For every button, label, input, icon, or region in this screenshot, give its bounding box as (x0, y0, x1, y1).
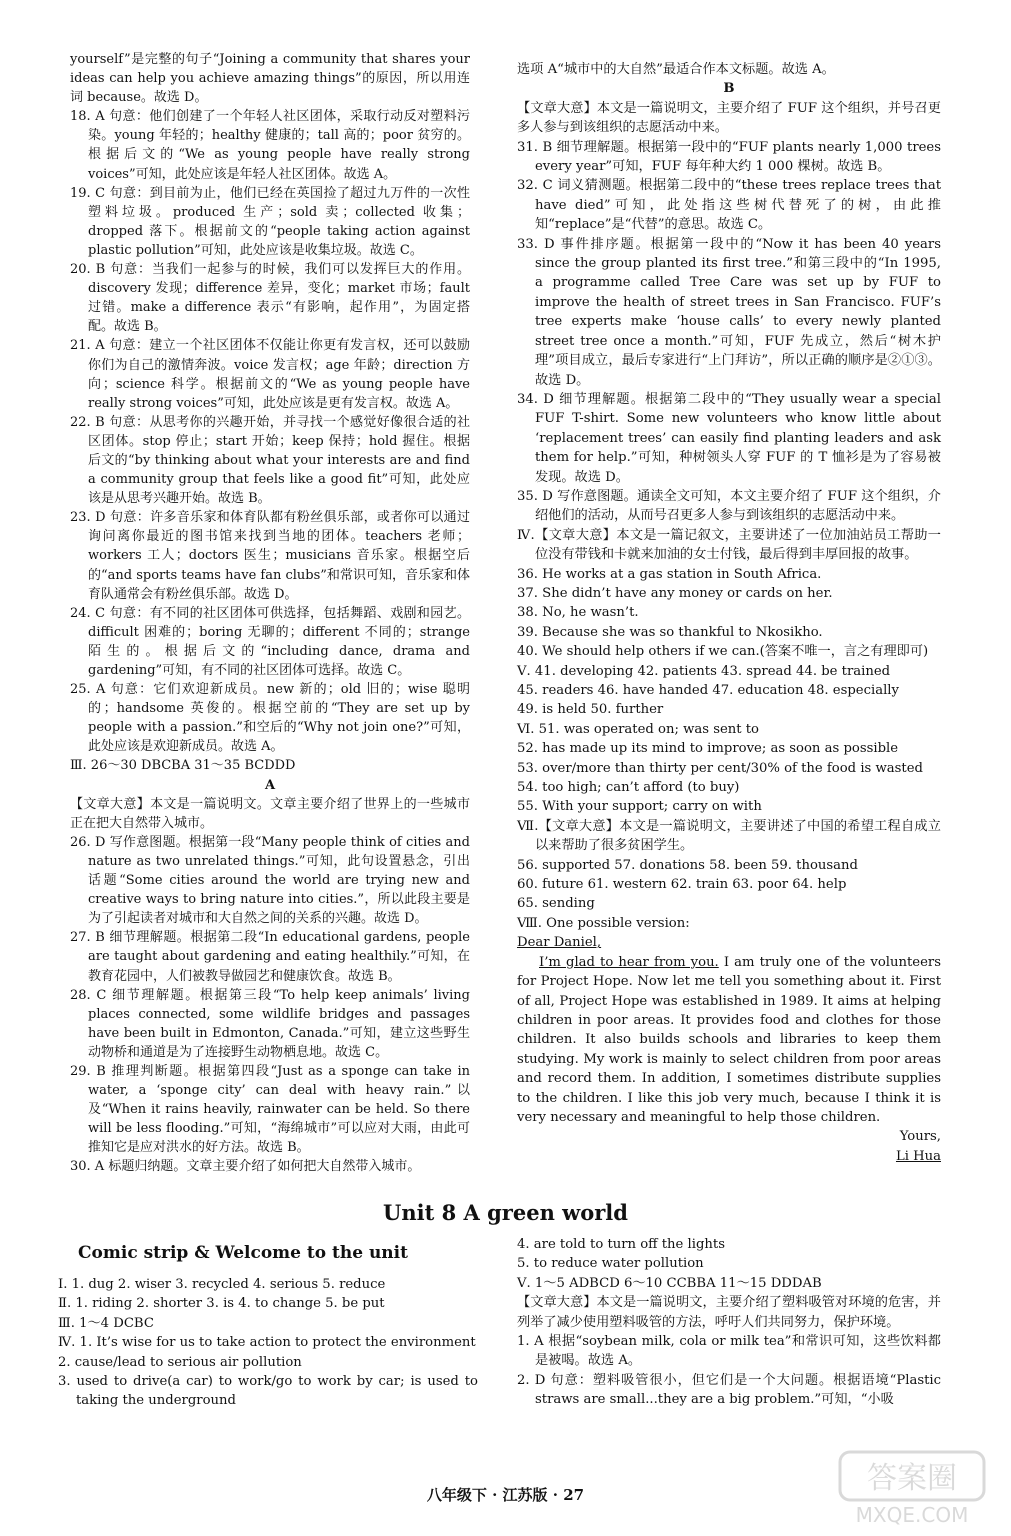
unit8-left-item: Ⅰ. 1. dug 2. wiser 3. recycled 4. serious 5. reduce (58, 1277, 386, 1292)
right-item: 34. D 细节理解题。根据第二段中的“They usually wear a special FUF T-shirt. Some new volunteers who know little about ‘replacement trees’ can easily find planting leaders and ask them for help.”可知，种树领头人穿 FUF 的 T 恤衫是为了容易被发现。故选 D。 (517, 391, 941, 485)
unit8-right-item: 2. D 句意：塑料吸管很小，但它们是一个大问题。根据语境“Plastic straws are small...they are a big problem.”可知，“小吸 (517, 1372, 941, 1408)
unit8-right-item: 1. A 根据“soybean milk, cola or milk tea”和常识可知，这些饮料都是被喝。故选 A。 (517, 1334, 941, 1369)
right-item: 40. We should help others if we can.(答案不唯一，言之有理即可) (517, 644, 929, 660)
right-item: B (723, 81, 735, 97)
letter (517, 933, 941, 1166)
letter-body-text: I am truly one of the volunteers for Project Hope. Now let me tell you something about it. First of all, Project Hope was established in 1989. It aims at helping children in poor areas. It provides food and clothes for those children. It also builds schools and libraries to keep them studying. My work is mainly to select children from poor areas and record them. In addition, I sometimes distribute supplies to the children. I like this job very much, because I think it is very necessary and meaningful to help those children. (517, 954, 941, 1125)
left-item: Ⅲ. 26～30 DBCBA 31～35 BCDDD (70, 758, 296, 774)
left-item: 20. B 句意：当我们一起参与的时候，我们可以发挥巨大的作用。discovery 发现；difference 差异，变化；market 市场；fault 过错。make a difference 表示“有影响，起作用”，为固定搭配。故选 B。 (70, 262, 470, 335)
left-item: 18. A 句意：他们创建了一个年轻人社区团体，采取行动反对塑料污染。young 年轻的；healthy 健康的；tall 高的；poor 贫穷的。根据后文的“We as young people have really strong voices”可知，此处应该是年轻人社区团体。故选 A。 (70, 109, 470, 182)
left-item: A (264, 777, 276, 793)
section-title: Comic strip & Welcome to the unit (78, 1243, 408, 1263)
left-item: 19. C 句意：到目前为止，他们已经在英国捡了超过九万件的一次性塑料垃圾。produced 生产；sold 卖；collected 收集；dropped 落下。根据前文的“people taking action against plastic pollution”可知，此处应该是收集垃圾。故选 C。 (70, 185, 470, 258)
left-item: 【文章大意】本文是一篇说明文。文章主要介绍了世界上的一些城市正在把大自然带入城市。 (70, 796, 470, 831)
right-item: 33. D 事件排序题。根据第一段中的“Now it has been 40 years since the group planted its first tree.”和第三段中的“In 1995, a programme called Tree Care was set up by FUF to improve the health of street trees in San Francisco. FUF’s tree experts make ‘house calls’ to every newly planted street tree once a month.”可知，FUF 先成立，然后“树木护理”项目成立，最后专家进行“上门拜访”，所以正确的顺序是②①③。故选 D。 (517, 236, 941, 388)
bottom-left-column (58, 1275, 478, 1411)
right-item: 38. No, he wasn’t. (517, 605, 639, 621)
unit8-left-item: Ⅲ. 1～4 DCBC (58, 1315, 154, 1331)
left-item: 23. D 句意：许多音乐家和体育队都有粉丝俱乐部，或者你可以通过询问离你最近的图书馆来找到当地的团体。teachers 老师；workers 工人；doctors 医生；musicians 音乐家。根据空后的“and sports teams have fan clubs”和常识可知，音乐家和体育队通常会有粉丝俱乐部。故选 D。 (70, 510, 470, 602)
unit8-left-item: 3. used to drive(a car) to work/go to work by car; is used to taking the underground (58, 1374, 478, 1409)
unit8-right-item: 4. are told to turn off the lights (517, 1237, 725, 1252)
left-item: 24. C 句意：有不同的社区团体可供选择，包括舞蹈、戏剧和园艺。difficult 困难的；boring 无聊的；different 不同的；strange 陌生的。根据后文的“including dance, drama and gardening”可知，有不同的社区团体可选择。故选 C。 (70, 605, 470, 678)
right-item: Ⅴ. 41. developing 42. patients 43. spread 44. be trained (517, 663, 891, 679)
right-item: 39. Because she was so thankful to Nkosikho. (517, 624, 823, 640)
unit8-left-item: Ⅳ. 1. It’s wise for us to take action to protect the environment (58, 1335, 476, 1351)
left-item: 30. A 标题归纳题。文章主要介绍了如何把大自然带入城市。 (70, 1159, 421, 1175)
right-item: 选项 A“城市中的大自然”最适合作本文标题。故选 A。 (517, 62, 835, 77)
left-column (70, 50, 470, 1177)
right-item: 36. He works at a gas station in South Africa. (517, 566, 822, 582)
right-item: Ⅵ. 51. was operated on; was sent to (517, 721, 759, 737)
right-item: 【文章大意】本文是一篇说明文，主要介绍了 FUF 这个组织，并号召更多人参与到该组织的志愿活动中来。 (517, 100, 941, 136)
right-item: 60. future 61. western 62. train 63. poor 64. help (517, 877, 847, 893)
right-item: 31. B 细节理解题。根据第一段中的“FUF plants nearly 1,000 trees every year”可知，FUF 每年种大约 1 000 棵树。故选 B。 (517, 139, 941, 175)
right-item: 49. is held 50. further (517, 702, 664, 718)
right-items (517, 60, 941, 933)
letter-opening: I’m glad to hear from you. (539, 954, 719, 970)
right-item: Ⅳ.【文章大意】本文是一篇记叙文，主要讲述了一位加油站员工帮助一位没有带钱和卡就来加油的女士付钱，最后得到丰厚回报的故事。 (517, 527, 941, 563)
watermark-text: MXQE.COM (855, 1503, 969, 1527)
right-item: 37. She didn’t have any money or cards on her. (517, 585, 833, 601)
right-item: 35. D 写作意图题。通读全文可知，本文主要介绍了 FUF 这个组织，介绍他们的活动，从而号召更多人参与到该组织的志愿活动中来。 (517, 488, 941, 524)
right-item: 45. readers 46. have handed 47. education 48. especially (517, 683, 899, 698)
page-footer: 八年级下 · 江苏版 · 27 (426, 1486, 585, 1504)
right-item: 54. too high; can’t afford (to buy) (517, 780, 740, 796)
right-item: 55. With your support; carry on with (517, 799, 762, 815)
bottom-right-column (517, 1235, 941, 1410)
unit-title: Unit 8 A green world (383, 1200, 628, 1225)
right-item: 65. sending (517, 896, 595, 912)
left-item: yourself”是完整的句子“Joining a community that shares your ideas can help you achieve amazing things”的原因，所以用连词 because。故选 D。 (70, 52, 470, 106)
right-column (517, 60, 941, 1166)
left-item: 28. C 细节理解题。根据第三段“To help keep animals’ living places connected, some wildlife bridges and passages have been built in Edmonton, Canada.”可知，建立这些野生动物桥和通道是为了连接野生动物栖息地。故选 C。 (70, 987, 470, 1060)
left-item: 29. B 推理判断题。根据第四段“Just as a sponge can take in water, a ‘sponge city’ can deal with heavy rain.”以及“When it rains heavily, rainwater can be held. So there will be less flooding.”可知，“海绵城市”可以应对大雨，由此可推知它是应对洪水的好方法。故选 B。 (70, 1063, 470, 1156)
unit8-right-item: 【文章大意】本文是一篇说明文，主要介绍了塑料吸管对环境的危害，并列举了减少使用塑料吸管的方法，呼吁人们共同努力，保护环境。 (517, 1295, 941, 1330)
unit8-right-item: 5. to reduce water pollution (517, 1256, 704, 1272)
letter-closing: Yours, (899, 1129, 941, 1145)
left-item: 21. A 句意：建立一个社区团体不仅能让你更有发言权，还可以鼓励你们为自己的激情奔波。voice 发言权；age 年龄；direction 方向；science 科学。根据前文的“We as young people have really strong voices”可知，此处应该是更有发言权。故选 A。 (70, 338, 470, 411)
right-item: 52. has made up its mind to improve; as soon as possible (517, 741, 899, 757)
unit8-left-item: 2. cause/lead to serious air pollution (58, 1354, 302, 1370)
left-item: 27. B 细节理解题。根据第二段“In educational gardens, people are taught about gardening and eating healthily.”可知，在教育花园中，人们被教导做园艺和健康饮食。故选 B。 (70, 930, 470, 984)
right-item: Ⅷ. One possible version: (517, 915, 690, 931)
left-item: 22. B 句意：从思考你的兴趣开始，并寻找一个感觉好像很合适的社区团体。stop 停止；start 开始；keep 保持；hold 握住。根据后文的“by thinking about what your interests are and find a community group that feels like a good fit”可知，此处应该是从思考兴趣开始。故选 B。 (70, 414, 470, 507)
letter-signature: Li Hua (895, 1148, 941, 1164)
unit8-right-item: Ⅴ. 1～5 ADBCD 6～10 CCBBA 11～15 DDDAB (517, 1275, 822, 1291)
right-item: 53. over/more than thirty per cent/30% of the food is wasted (517, 760, 923, 776)
right-item: 32. C 词义猜测题。根据第二段中的“these trees replace trees that have died”可知，此处指这些树代替死了的树，由此推知“replace”是“代替”的意思。故选 C。 (517, 178, 941, 233)
letter-body (517, 953, 941, 1128)
letter-greeting: Dear Daniel, (517, 935, 602, 951)
right-item: 56. supported 57. donations 58. been 59. thousand (517, 857, 858, 873)
watermark-logo (832, 1448, 992, 1530)
unit8-left-item: Ⅱ. 1. riding 2. shorter 3. is 4. to change 5. be put (58, 1296, 385, 1312)
right-item: Ⅶ.【文章大意】本文是一篇说明文，主要讲述了中国的希望工程自成立以来帮助了很多贫困学生。 (517, 818, 941, 854)
svg-text:答案圈: 答案圈 (867, 1461, 957, 1496)
left-item: 25. A 句意：它们欢迎新成员。new 新的；old 旧的；wise 聪明的；handsome 英俊的。根据空前的“They are set up by people with a passion.”和空后的“Why not join one?”可知，此处应该是欢迎新成员。故选 A。 (70, 682, 470, 755)
left-item: 26. D 写作意图题。根据第一段“Many people think of cities and nature as two unrelated things.”可知，此句设置悬念，引出话题“Some cities around the world are trying new and creative ways to bring nature into cities.”，所以此段主要是为了引起读者对城市和大自然之间的关系的兴趣。故选 D。 (70, 834, 470, 927)
